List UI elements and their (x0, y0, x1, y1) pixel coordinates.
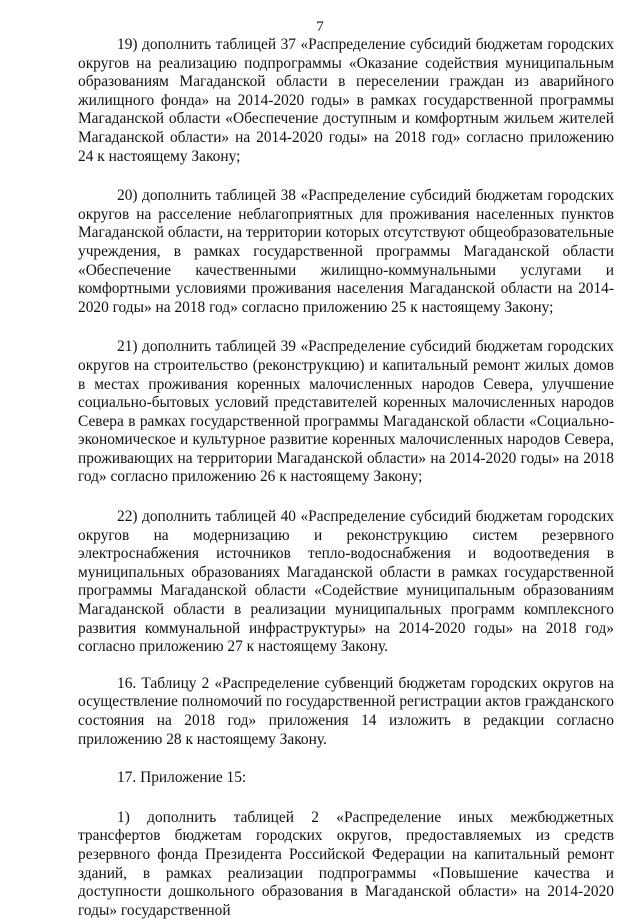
page-number: 7 (316, 19, 324, 35)
document-body (78, 36, 614, 920)
paragraph-item-22: 22) дополнить таблицей 40 «Распределение субсидий бюджетам городских округов на модернизацию и реконструкцию систем резервного электроснабжения источников тепло-водоснабжения и водоотведения в муниципальных образованиях Магаданской области в рамках государственной программы Магаданской области «Содействие муниципальным образованиям Магаданской области в реализации муниципальных программ комплексного развития коммунальной инфраструктуры» на 2014-2020 годы» на 2018 год» согласно приложению 27 к настоящему Закону. (78, 508, 614, 656)
paragraph-item-21: 21) дополнить таблицей 39 «Распределение субсидий бюджетам городских округов на строительство (реконструкцию) и капитальный ремонт жилых домов в местах проживания коренных малочисленных народов Севера, улучшение социально-бытовых условий представителей коренных малочисленных народов Севера в рамках государственной программы Магаданской области «Социально-экономическое и культурное развитие коренных малочисленных народов Севера, проживающих на территории Магаданской области» на 2014-2020 годы» на 2018 год» согласно приложению 26 к настоящему Закону; (78, 338, 614, 486)
paragraph-section-17: 17. Приложение 15: (117, 769, 247, 787)
paragraph-section-16: 16. Таблицу 2 «Распределение субвенций бюджетам городских округов на осуществление полномочий по государственной регистрации актов гражданского состояния на 2018 год» приложения 14 изложить в редакции согласно приложению 28 к настоящему Закону. (78, 674, 614, 748)
paragraph-item-1: 1) дополнить таблицей 2 «Распределение иных межбюджетных трансфертов бюджетам городских округов, предоставляемых из средств резервного фонда Президента Российской Федерации на капитальный ремонт зданий, в рамках реализации подпрограммы «Повышение качества и доступности дошкольного образования в Магаданской области» на 2014-2020 годы» государственной (78, 808, 614, 919)
paragraph-item-20: 20) дополнить таблицей 38 «Распределение субсидий бюджетам городских округов на расселение неблагоприятных для проживания населенных пунктов Магаданской области, на территории которых отсутствуют общеобразовательные учреждения, в рамках государственной программы Магаданской области «Обеспечение качественными жилищно-коммунальными услугами и комфортными условиями проживания населения Магаданской области на 2014-2020 годы» на 2018 год» согласно приложению 25 к настоящему Закону; (78, 187, 614, 316)
paragraph-item-19: 19) дополнить таблицей 37 «Распределение субсидий бюджетам городских округов на реализацию подпрограммы «Оказание содействия муниципальным образованиям Магаданской области в переселении граждан из аварийного жилищного фонда» на 2014-2020 годы» в рамках государственной программы Магаданской области «Обеспечение доступным и комфортным жильем жителей Магаданской области» на 2014-2020 годы» на 2018 год» согласно приложению 24 к настоящему Закону; (78, 36, 614, 165)
